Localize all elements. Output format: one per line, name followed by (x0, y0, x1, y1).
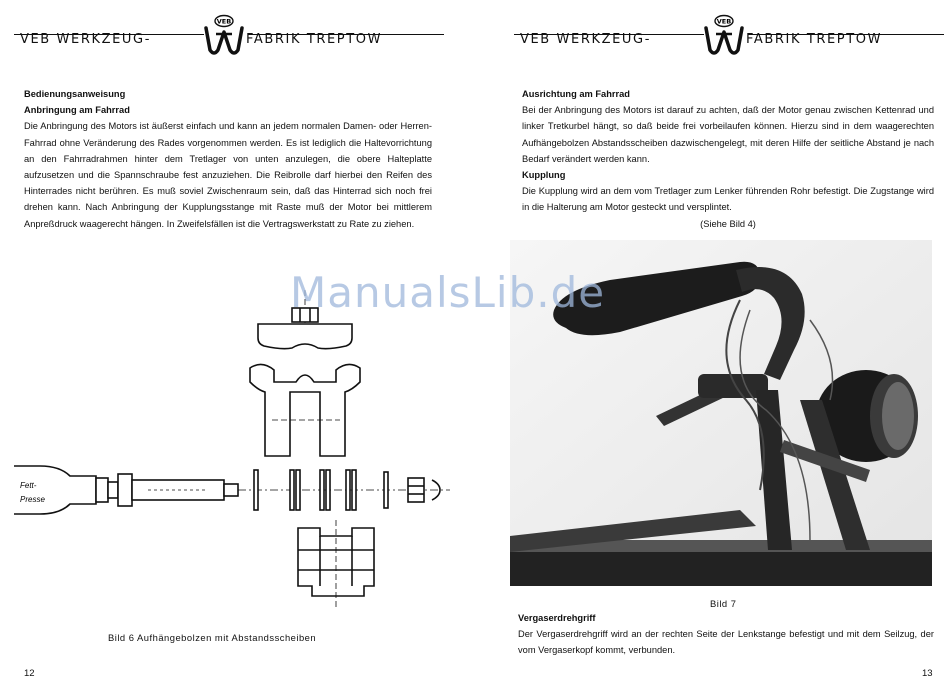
wt-logo-icon (202, 14, 246, 56)
page-header (0, 12, 470, 52)
body-paragraph: Bei der Anbringung des Motors ist darauf zu achten, daß der Motor genau zwischen Kettenrad und linker Tretkurbel hängt, so daß beide frei vorbeilaufen können. Hierzu sind in dem waagerechten Aufhängebolzen Abstandsscheiben dazwischengelegt, mit deren Hilfe der seitliche Abstand je nach Bedarf verändert werden kann. (522, 105, 934, 164)
section-heading: Anbringung am Fahrrad (24, 105, 130, 116)
left-page (0, 0, 470, 687)
document-title: Bedienungsanweisung (24, 89, 126, 99)
header-right-text: FABRIK TREPTOW (746, 32, 883, 47)
page-number: 13 (922, 668, 933, 679)
body-paragraph: Der Vergaserdrehgriff wird an der rechten Seite der Lenkstange befestigt und mit dem Seilzug, der vom Vergaserkopf kommt, verbunden. (518, 629, 934, 656)
right-page (488, 0, 950, 687)
logo-initials: VEB (216, 17, 232, 26)
left-text-block (24, 86, 432, 232)
figure-caption: Bild 6 Aufhängebolzen mit Abstandsscheiben (108, 632, 317, 643)
figure-caption: Bild 7 (710, 598, 737, 609)
right-bottom-text (518, 610, 934, 659)
body-paragraph: Die Kupplung wird an dem vom Tretlager zum Lenker führenden Rohr befestigt. Die Zugstange wird in die Halterung am Motor gesteckt und versplintet. (522, 186, 934, 213)
logo-initials: VEB (716, 17, 732, 26)
body-paragraph: Die Anbringung des Motors ist äußerst einfach und kann an jedem normalen Damen- oder Herren-Fahrrad ohne Veränderung des Rades vorgenommen werden. Es ist lediglich die Haltevorrichtung an den Fahrradrahmen hinter dem Tretlager von unten anzulegen, die obere Halteplatte aufzusetzen und die Spannschraube fest anzuziehen. Die Reibrolle darf hierbei den Reifen des Hinterrades nicht berühren. Es muß soviel Zwischenraum sein, daß das Hinterrad sich noch frei drehen kann. Nach Anbringung der Kupplungsstange mit Raste muß der Motor bei mittlerem Anpreßdruck waagerecht hängen. In Zweifelsfällen ist die Vertragswerkstatt zu Rate zu ziehen. (24, 121, 432, 229)
watermark: ManualsLib.de (290, 268, 606, 317)
page-number: 12 (24, 668, 35, 679)
section-heading: Vergaserdrehgriff (518, 613, 596, 623)
technical-drawing (0, 290, 470, 620)
figure-reference: (Siehe Bild 4) (700, 218, 756, 229)
diagram-label: Presse (20, 495, 45, 504)
header-left-text: VEB WERKZEUG- (520, 32, 651, 47)
section-heading: Ausrichtung am Fahrrad (522, 89, 630, 99)
right-text-block (522, 86, 934, 232)
wt-logo-icon (702, 14, 746, 56)
header-left-text: VEB WERKZEUG- (20, 32, 151, 47)
diagram-label: Fett- (20, 481, 37, 490)
header-right-text: FABRIK TREPTOW (246, 32, 383, 47)
section-heading: Kupplung (522, 170, 566, 181)
page-header (488, 12, 950, 52)
